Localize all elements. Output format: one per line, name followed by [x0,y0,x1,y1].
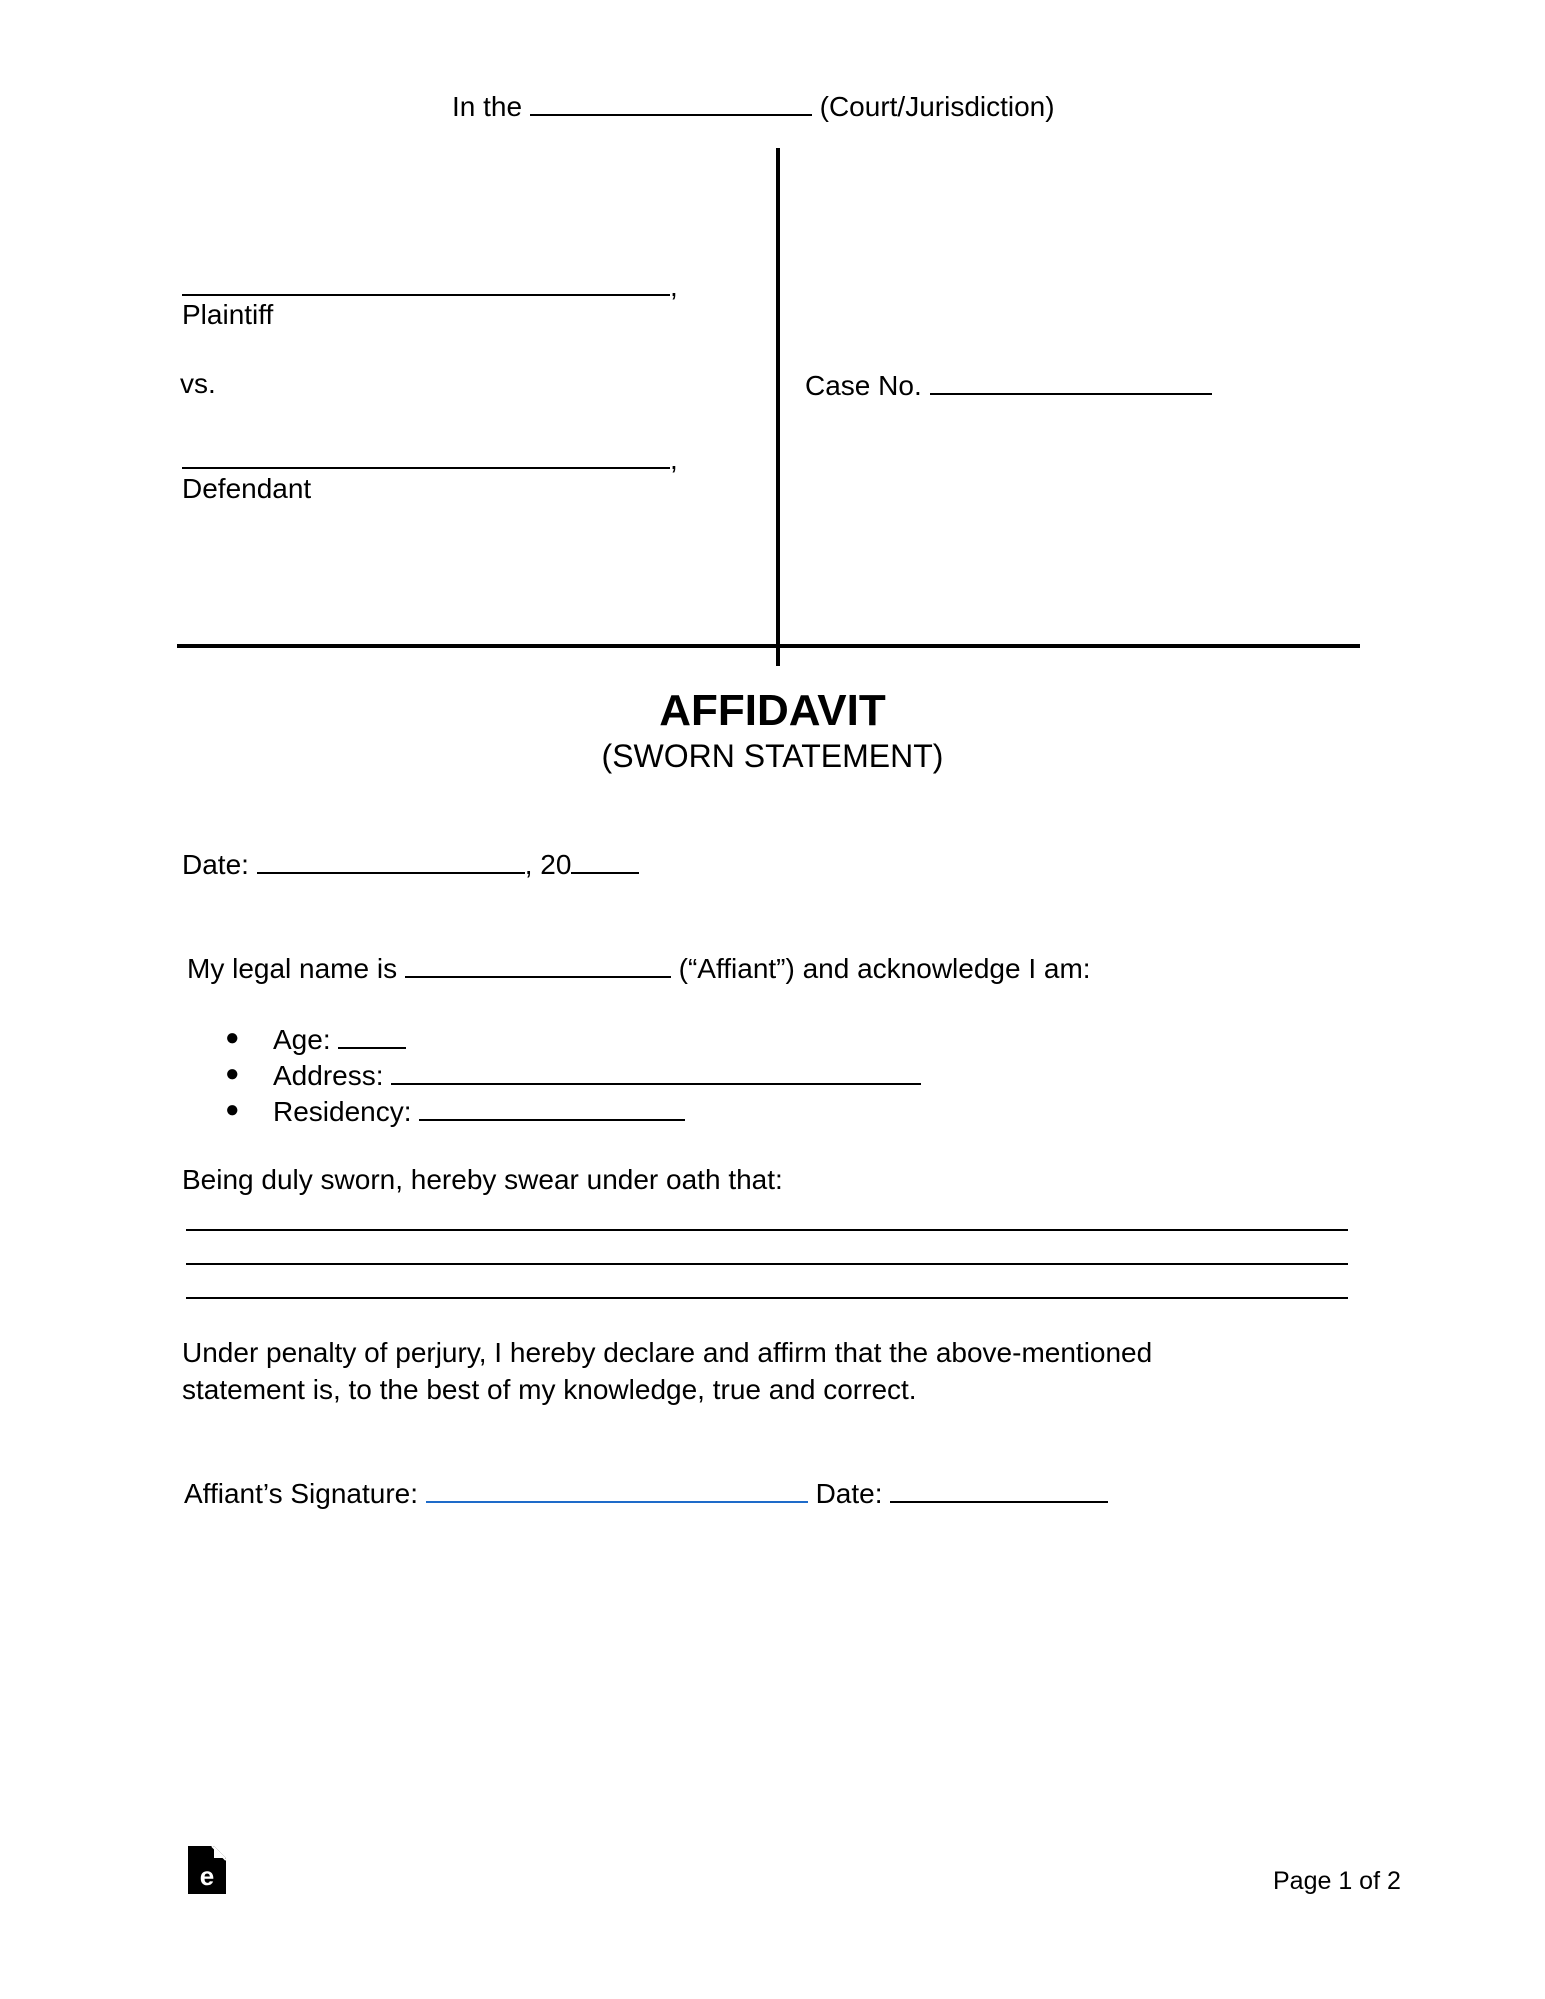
age-label: Age: [273,1024,331,1055]
versus-label: vs. [180,368,216,399]
age-field[interactable] [338,1021,406,1049]
caption-horizontal-divider [177,644,1360,648]
bullet-icon: ● [225,1060,240,1087]
identity-prefix: My legal name is [187,953,398,984]
court-prefix: In the [452,91,523,122]
date-field[interactable] [257,846,525,874]
residency-field[interactable] [419,1093,685,1121]
statement-line[interactable] [186,1297,1348,1299]
bullet-icon: ● [225,1096,240,1123]
signature-date-field[interactable] [890,1475,1108,1503]
address-field[interactable] [391,1057,921,1085]
oath-intro: Being duly sworn, hereby swear under oath that: [182,1164,783,1195]
identity-suffix: (“Affiant”) and acknowledge I am: [678,953,1091,984]
case-no-line [805,367,1212,403]
address-label: Address: [273,1060,384,1091]
list-item-residency [273,1093,685,1129]
plaintiff-comma: , [670,271,678,302]
document-title: AFFIDAVIT [659,686,886,735]
declaration-line-2: statement is, to the best of my knowledge, true and correct. [182,1374,917,1405]
court-suffix: (Court/Jurisdiction) [819,91,1055,122]
defendant-comma: , [670,444,678,475]
defendant-field[interactable] [182,441,670,469]
date-label: Date: [182,849,249,880]
bullet-icon: ● [225,1024,240,1051]
document-subtitle: (SWORN STATEMENT) [601,738,944,774]
signature-line [184,1475,1108,1511]
page-number: Page 1 of 2 [1273,1867,1401,1895]
year-field[interactable] [571,846,639,874]
list-item-age [273,1021,406,1057]
residency-label: Residency: [273,1096,412,1127]
date-line [182,846,639,882]
svg-text:e: e [199,1861,215,1891]
defendant-label: Defendant [182,473,312,504]
statement-line[interactable] [186,1263,1348,1265]
court-field[interactable] [530,88,812,116]
signature-date-label: Date: [815,1478,883,1509]
declaration-line-1: Under penalty of perjury, I hereby declare and affirm that the above-mentioned [182,1337,1153,1368]
statement-line[interactable] [186,1229,1348,1231]
legal-name-field[interactable] [405,950,671,978]
eforms-document-icon [188,1846,226,1899]
case-no-field[interactable] [930,367,1212,395]
list-item-address [273,1057,921,1093]
plaintiff-field[interactable] [182,268,670,296]
court-line [452,88,1055,124]
identity-line [187,950,1091,986]
year-prefix: , 20 [524,849,572,880]
plaintiff-label: Plaintiff [182,299,274,330]
signature-label: Affiant’s Signature: [184,1478,419,1509]
signature-field[interactable] [426,1475,808,1503]
case-no-label: Case No. [805,370,922,401]
caption-vertical-divider [776,148,780,666]
